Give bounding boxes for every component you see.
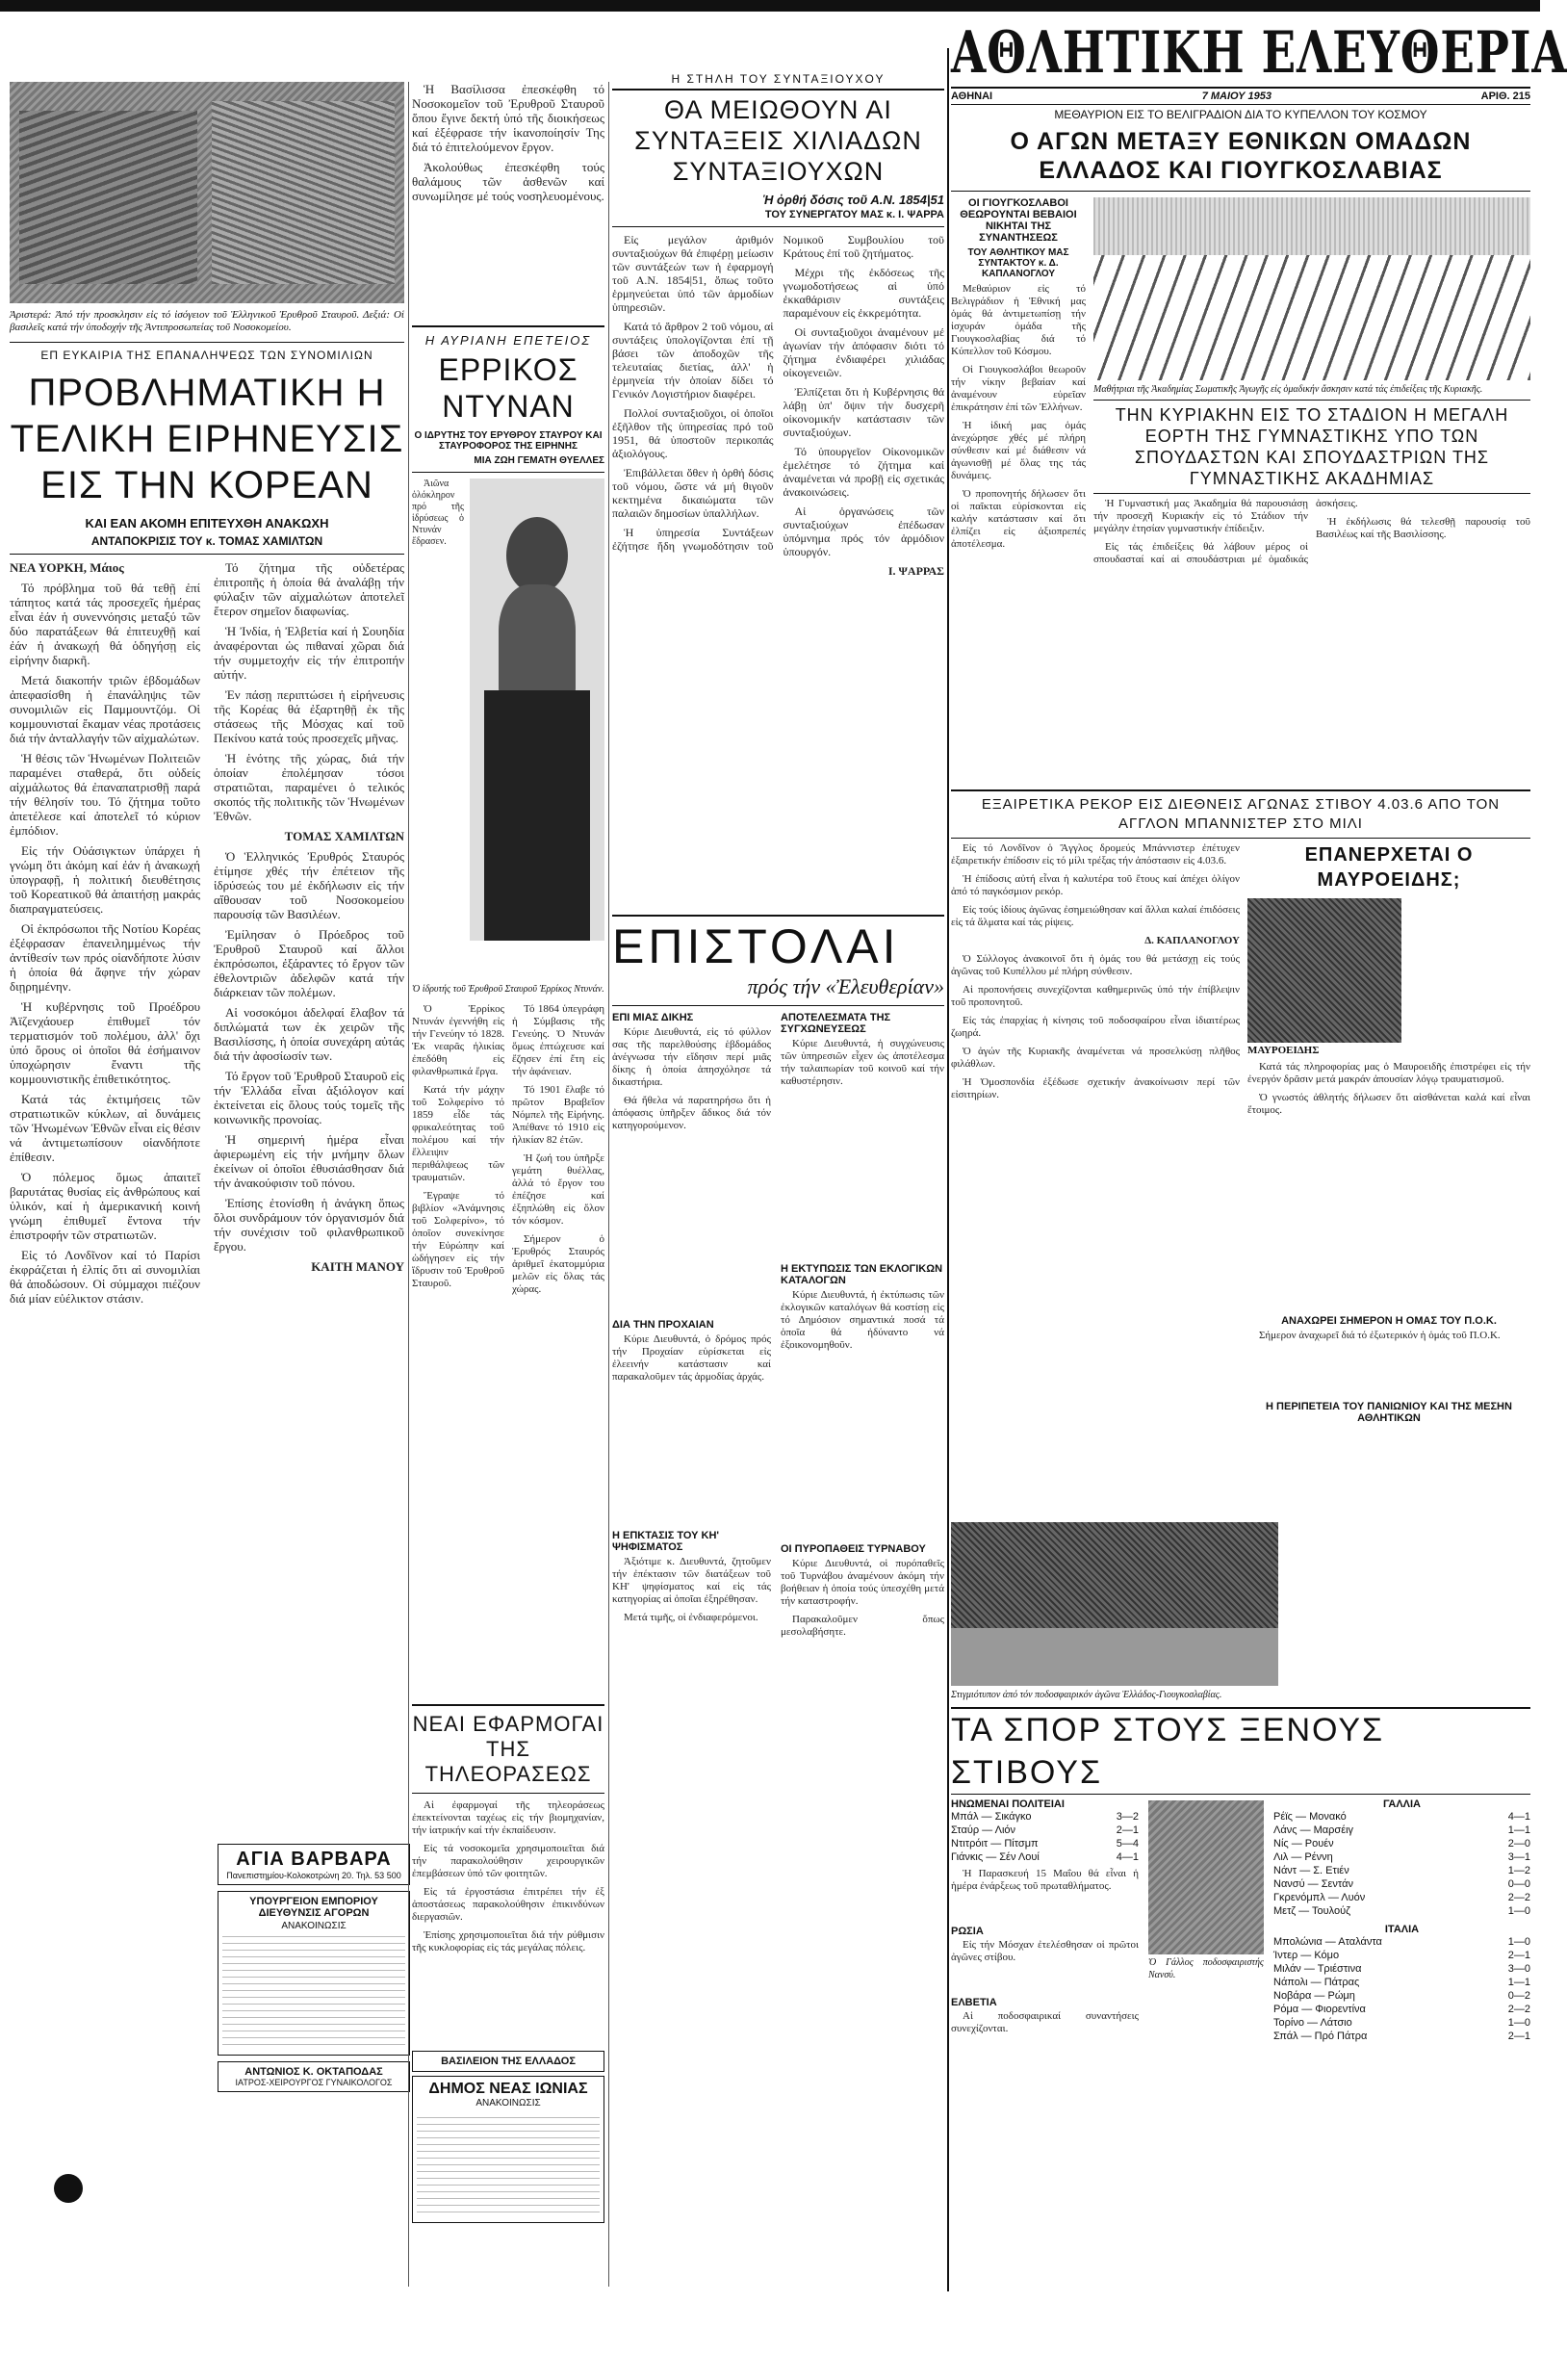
letter-heading: Η ΕΠΚΤΑΣΙΣ ΤΟΥ ΚΗ' ΨΗΦΙΣΜΑΤΟΣ (612, 1530, 720, 1553)
result-score: 4—1 (1116, 1851, 1139, 1863)
ad-subtitle: ΙΑΤΡΟΣ-ΧΕΙΡΟΥΡΓΟΣ ΓΥΝΑΙΚΟΛΟΓΟΣ (235, 2078, 393, 2087)
anaxoresis: ΑΝΑΧΩΡΕΙ ΣΗΜΕΡΟΝ Η ΟΜΑΣ ΤΟΥ Π.Ο.Κ. (1281, 1315, 1497, 1327)
letter-body: Κύριε Διευθυντά, ἡ συγχώνευσις τῶν ὑπηρεσιῶν εἶχεν ὡς ἀποτέλεσμα τήν ταλαιπωρίαν τοῦ κοινοῦ καί τήν καθυστέρησιν. (781, 1038, 944, 1087)
ad-subtitle: Πανεπιστημίου-Κολοκοτρώνη 20. Τηλ. 53 500 (226, 1871, 401, 1880)
result-teams: Μπολώνια — Αταλάντα (1273, 1936, 1382, 1948)
result-teams: Μιλάν — Τριέστινα (1273, 1963, 1362, 1975)
letter-heading: ΑΠΟΤΕΛΕΣΜΑΤΑ ΤΗΣ ΣΥΓΧΩΝΕΥΣΕΩΣ (781, 1012, 891, 1035)
result-teams: Μπάλ — Σικάγκο (951, 1811, 1032, 1823)
place: ΑΘΗΝΑΙ (951, 91, 993, 102)
tv-body: Αἱ ἐφαρμογαί τῆς τηλεοράσεως ἐπεκτείνονται ταχέως εἰς τήν βιομηχανίαν, τήν ἰατρικήν καί τήν ἐκπαίδευσιν. Εἰς τά νοσοκομεῖα χρησιμοποιεῖται διά τήν παρακολούθησιν χειρουργικῶν ἐπεμβάσεων ὑπό τῶν φοιτητῶν. Εἰς τά ἐργοστάσια ἐπιτρέπει τήν ἐξ ἀποστάσεως παρακολούθησιν ἐπικινδύνων διεργασιῶν. Ἐπίσης χρησιμοποιεῖται διά τήν ρύθμισιν τῆς κυκλοφορίας εἰς τάς μεγάλας πόλεις. (412, 1799, 604, 1953)
result-score: 0—2 (1507, 1990, 1530, 2002)
result-teams: Νανσύ — Σεντάν (1273, 1878, 1353, 1890)
us-body: Ἡ Παρασκευή 15 Μαΐου θά εἶναι ἡ ἡμέρα ἐνάρξεως τοῦ πρωταθλήματος. (951, 1868, 1139, 1892)
result-score: 1—0 (1507, 1905, 1530, 1917)
result-score: 3—0 (1507, 1963, 1530, 1975)
result-row (1273, 2016, 1530, 2030)
anaxoresis-body: Σήμερον ἀναχωρεῖ διά τό ἐξωτερικόν ἡ ὁμάς τοῦ Π.Ο.Κ. (1259, 1330, 1501, 1341)
result-row (1273, 1864, 1530, 1877)
result-row (1273, 1877, 1530, 1891)
letter-body: Ἀξιότιμε κ. Διευθυντά, ζητοῦμεν τήν ἐπέκτασιν τῶν διατάξεων τοῦ ΚΗ' ψηφίσματος καί εἰς τάς κατηγορίας αἱ ὁποῖαι ἐξηρέθησαν. Μετά τιμῆς, οἱ ἐνδιαφερόμενοι. (612, 1556, 771, 1623)
result-teams: Λιλ — Ρέννη (1273, 1851, 1333, 1863)
pension-body: Εἰς μεγάλον ἀριθμόν συνταξιούχων θά ἐπιφέρῃ μείωσιν τῶν συντάξεών των ἡ ἐφαρμογή τοῦ Α.Ν. 1854|51, ὅπως τοῦτο ἑρμηνεύεται ὑπό τῶν ἁρμοδίων ὑπηρεσιῶν. Κατά τό ἄρθρον 2 τοῦ νόμου, αἱ συντάξεις ὑπολογίζονται ἐπί τῇ βάσει τῶν ἀποδοχῶν τῆς τελευταίας διετίας, ἀλλ' ἡ ἑρμηνεία τήν ὁποίαν δίδει τό Γενικόν Λογιστήριον διαφέρει. Πολλοί συνταξιοῦχοι, οἱ ὁποῖοι ἐξῆλθον τῆς ὑπηρεσίας πρό τοῦ 1951, θά ὑποστοῦν περικοπάς ἀξιολόγους. Ἐπιβάλλεται ὅθεν ἡ ὀρθή δόσις τοῦ νόμου, ὥστε νά μή θιγοῦν κεκτημένα δικαιώματα τῶν παλαιῶν δημοσίων ὑπαλλήλων. Ἡ ὑπηρεσία Συντάξεων ἐζήτησε ἤδη γνωμοδότησιν τοῦ Νομικοῦ Συμβουλίου τοῦ Κράτους ἐπί τοῦ ζητήματος. Μέχρι τῆς ἐκδόσεως τῆς γνωμοδοτήσεως αἱ ὑπό ἐκκαθάρισιν συντάξεις παραμένουν εἰς ἐκκρεμότητα. Οἱ συνταξιοῦχοι ἀναμένουν μέ ἀγωνίαν τήν ἀπόφασιν διότι τό ζήτημα ἐνδιαφέρει χιλιάδας οἰκογενειῶν. Ἐλπίζεται ὅτι ἡ Κυβέρνησις θά λάβῃ ὑπ' ὄψιν τήν δυσχερῆ οἰκονομικήν κατάστασιν τῶν συνταξιούχων. Τό ὑπουργεῖον Οἰκονομικῶν ἐμελέτησε τό ζήτημα καί ἀναμένεται νά προβῇ εἰς σχετικάς ἀνακοινώσεις. Αἱ ὀργανώσεις τῶν συνταξιούχων ἐπέδωσαν ὑπόμνημα πρός τόν ἁρμόδιον ὑπουργόν. Ι. ΨΑΡΡΑΣ (612, 233, 944, 578)
ad-bank (412, 2051, 604, 2072)
letter-body: Κύριε Διευθυντά, ἡ ἐκτύπωσις τῶν ἐκλογικῶν καταλόγων θά κοστίσῃ εἰς τό Δημόσιον σημαντικά ποσά τά ὁποῖα θά ἠδύναντο νά ἐξοικονομηθοῦν. (781, 1289, 944, 1351)
result-score: 2—0 (1507, 1838, 1530, 1850)
sports-signature: Δ. ΚΑΠΛΑΝΟΓΛΟΥ (1144, 935, 1240, 946)
result-row (1273, 1810, 1530, 1824)
photo-gymnastics (1093, 197, 1530, 380)
ad-title: ΑΓΙΑ ΒΑΡΒΑΡΑ (236, 1849, 392, 1870)
mavro-headline: ΕΠΑΝΕΡΧΕΤΑΙ Ο ΜΑΥΡΟΕΙΔΗΣ; (1304, 844, 1474, 891)
result-row (1273, 1904, 1530, 1918)
foreign-headline: ΤΑ ΣΠΟΡ ΣΤΟΥΣ ΞΕΝΟΥΣ ΣΤΙΒΟΥΣ (951, 1712, 1385, 1791)
result-score: 1—1 (1507, 1824, 1530, 1836)
yugo-head: ΟΙ ΓΙΟΥΓΚΟΣΛΑΒΟΙ ΘΕΩΡΟΥΝΤΑΙ ΒΕΒΑΙΟΙ ΝΙΚΗΤΑΙ ΤΗΣ ΣΥΝΑΝΤΗΣΕΩΣ (960, 197, 1077, 244)
byline: ΤΟΥ ΣΥΝΕΡΓΑΤΟΥ ΜΑΣ κ. Ι. ΨΑΡΡΑ (764, 209, 944, 220)
result-teams: Ντιτρόιτ — Πίτσμπ (951, 1838, 1039, 1850)
pensioners-article (612, 72, 944, 2296)
result-teams: Σταύρ — Λιόν (951, 1824, 1016, 1836)
result-teams: Νάπολι — Πάτρας (1273, 1977, 1360, 1988)
ad-subtitle: ΑΝΑΚΟΙΝΩΣΙΣ (475, 2098, 541, 2108)
photo-match (951, 1522, 1278, 1686)
result-score: 2—1 (1116, 1824, 1139, 1836)
article-body: ΝΕΑ ΥΟΡΚΗ, Μάιος Τό πρόβλημα τοῦ θά τεθῇ ἐπί τάπητος κατά τάς προσεχεῖς ἡμέρας εἶναι ἐάν ἡ συνεννόησις μεταξύ τῶν δύο παρατάξεων θά ἐπιτευχθῇ καί ἐάν ἡ ἀνακωχή θά ὁδηγήσῃ εἰς εἰρήνην διαρκῆ. Μετά διακοπήν τριῶν ἑβδομάδων ἀπεφασίσθη ἡ ἐπανάληψις τῶν συνομιλιῶν εἰς Παμμουντζόμ. Οἱ κομμουνισταί ἔκαμαν νέας προτάσεις διά τήν ἀνταλλαγήν τῶν αἰχμαλώτων. Ἡ θέσις τῶν Ἡνωμένων Πολιτειῶν παραμένει σταθερά, ὅτι οὐδείς αἰχμάλωτος θά ἐπαναπατρισθῇ παρά τήν θέλησίν του. Τό ζήτημα τοῦτο ἀπετέλεσε καί ἀποτελεῖ τό κύριον ἐμπόδιον. Εἰς τήν Οὐάσιγκτων ὑπάρχει ἡ γνώμη ὅτι ἀκόμη καί ἐάν ἡ ἀνακωχή ὑπογραφῇ, ἡ πολιτική διευθέτησις τοῦ Κορεατικοῦ θά ἀπαιτήσῃ μακράς διαπραγματεύσεις. Οἱ ἐκπρόσωποι τῆς Νοτίου Κορέας ἐξέφρασαν ἐπανειλημμένως τήν ἀντίθεσίν των πρός οἱανδήποτε λύσιν ἡ ὁποία θά ἄφηνε τήν χώραν διῃρημένην. Ἡ κυβέρνησις τοῦ Προέδρου Ἀϊζενχάουερ ἐπιθυμεῖ τόν τερματισμόν τοῦ πολέμου, ἀλλ' ὄχι ὑπό ὅρους οἱ ὁποῖοι θά ἐσήμαινον ὑποχώρησιν ἔναντι τῆς κομμουνιστικῆς ἐπιθετικότητος. Κατά τάς ἐκτιμήσεις τῶν στρατιωτικῶν κύκλων, αἱ δυνάμεις τῶν Ἡνωμένων Ἐθνῶν εἶναι εἰς θέσιν νά ἀντιμετωπίσουν οἱανδήποτε ἐπίθεσιν. Ὁ πόλεμος ὅμως ἀπαιτεῖ βαρυτάτας θυσίας εἰς ἀνθρώπους καί ὑλικόν, καί ἡ ἀμερικανική κοινή γνώμη ἐπιθυμεῖ ἔντονα τήν ἐπιστροφήν τῶν στρατιωτῶν. Εἰς τό Λονδῖνον καί τό Παρίσι ἐκφράζεται ἡ ἐλπίς ὅτι αἱ συνομιλίαι θά ἀποδώσουν. Οἱ σύμμαχοι πιέζουν διά μίαν εὐέλικτον στάσιν. Τό ζήτημα τῆς οὐδετέρας ἐπιτροπῆς ἡ ὁποία θά ἀναλάβῃ τήν φύλαξιν τῶν αἰχμαλώτων ἀποτελεῖ ἕτερον σημεῖον διαφωνίας. Ἡ Ἰνδία, ἡ Ἐλβετία καί ἡ Σουηδία ἀναφέρονται ὡς πιθαναί χῶραι διά τήν συμμετοχήν εἰς τήν ἐπιτροπήν αὐτήν. Ἐν πάσῃ περιπτώσει ἡ εἰρήνευσις τῆς Κορέας θά ἐξαρτηθῇ ἐκ τῆς στάσεως τῆς Μόσχας καί τοῦ Πεκίνου κατά τούς προσεχεῖς μῆνας. Ἡ ἑνότης τῆς χώρας, διά τήν ὁποίαν ἐπολέμησαν τόσοι στρατιῶται, παραμένει ὁ τελικός σκοπός τῆς πολιτικῆς τῶν Ἡνωμένων Ἐθνῶν. ΤΟΜΑΣ ΧΑΜΙΛΤΩΝ Ὁ Ἑλληνικός Ἐρυθρός Σταυρός ἐτίμησε χθές τήν ἐπέτειον τῆς ἱδρύσεώς του μέ ἐκδήλωσιν εἰς τήν αἴθουσαν τοῦ Νοσοκομείου παρουσίᾳ τῶν Βασιλέων. Ἐμίλησαν ὁ Πρόεδρος τοῦ Ἐρυθροῦ Σταυροῦ καί ἄλλοι ἐκπρόσωποι, ἐξάραντες τό ἔργον τῶν ἐθελοντριῶν ἀδελφῶν κατά τήν διάρκειαν τῶν πολέμων. Αἱ νοσοκόμοι ἀδελφαί ἔλαβον τά διπλώματά των ἐκ χειρῶν τῆς Βασιλίσσης, ἡ ὁποία συνεχάρη αὐτάς διά τήν ἀφοσίωσίν των. Τό ἔργον τοῦ Ἐρυθροῦ Σταυροῦ εἰς τήν Ἑλλάδα εἶναι ἀξιόλογον καί ἐκτείνεται εἰς ὅλους τούς τομεῖς τῆς κοινωνικῆς προνοίας. Ἡ σημερινή ἡμέρα εἶναι ἀφιερωμένη εἰς τήν μνήμην ὅλων ἐκείνων οἱ ὁποῖοι ἐθυσιάσθησαν διά τήν ἀνακούφισιν τοῦ πόνου. Ἐπίσης ἐτονίσθη ἡ ἀνάγκη ὅπως ὅλοι συνδράμουν τόν ὀργανισμόν διά τήν συνέχισιν τοῦ φιλανθρωπικοῦ ἔργου. ΚΑΙΤΗ ΜΑΝΟΥ (10, 560, 404, 1306)
letters-subhead: πρός τήν «Ἐλευθερίαν» (747, 974, 944, 998)
result-score: 2—2 (1507, 1892, 1530, 1903)
result-teams: Γκρενόμπλ — Λυόν (1273, 1892, 1366, 1903)
portrait-caption: Ὁ ἱδρυτής τοῦ Ἐρυθροῦ Σταυροῦ Ἐρρίκος Ντυνάν. (412, 984, 604, 995)
subhead-2: ΜΙΑ ΖΩΗ ΓΕΜΑΤΗ ΘΥΕΛΛΕΣ (474, 455, 604, 466)
gym-headline: ΤΗΝ ΚΥΡΙΑΚΗΝ ΕΙΣ ΤΟ ΣΤΑΔΙΟΝ Η ΜΕΓΑΛΗ ΕΟΡΤΗ ΤΗΣ ΓΥΜΝΑΣΤΙΚΗΣ ΥΠΟ ΤΩΝ ΣΠΟΥΔΑΣΤΩΝ ΚΑΙ ΣΠΟΥΔΑΣΤΡΙΩΝ ΤΗΣ ΓΥΜΝΑΣΤΙΚΗΣ ΑΚΑΔΗΜΙΑΣ (1115, 405, 1509, 488)
result-teams: Νοβάρα — Ρώμη (1273, 1990, 1355, 2002)
mavro-photo (1247, 898, 1401, 1043)
result-score: 2—1 (1507, 1950, 1530, 1961)
result-score: 0—0 (1507, 1878, 1530, 1890)
letter-heading: ΟΙ ΠΥΡΟΠΑΘΕΙΣ ΤΥΡΝΑΒΟΥ (781, 1543, 926, 1555)
us-results (951, 1810, 1139, 1864)
result-teams: Γιάνκις — Σέν Λουί (951, 1851, 1040, 1863)
subhead: Ο ΙΔΡΥΤΗΣ ΤΟΥ ΕΡΥΘΡΟΥ ΣΤΑΥΡΟΥ ΚΑΙ ΣΤΑΥΡΟΦΟΡΟΣ ΤΗΣ ΕΙΡΗΝΗΣ (414, 430, 603, 452)
top-border (0, 0, 1540, 12)
result-teams: Τορίνο — Λάτσιο (1273, 2017, 1352, 2029)
column-rule (947, 48, 949, 2291)
ad-doctor (218, 2061, 410, 2092)
gym-caption: Μαθήτριαι τῆς Ἀκαδημίας Σωματικῆς Ἀγωγῆς εἰς ὁμαδικήν ἄσκησιν κατά τάς ἐπιδείξεις τῆς Κυριακῆς. (1093, 384, 1483, 395)
headline: ΠΡΟΒΛΗΜΑΤΙΚΗ Η ΤΕΛΙΚΗ ΕΙΡΗΝΕΥΣΙΣ ΕΙΣ ΤΗΝ ΚΟΡΕΑΝ (10, 372, 404, 506)
byline: ΑΝΤΑΠΟΚΡΙΣΙΣ ΤΟΥ κ. ΤΟΜΑΣ ΧΑΜΙΛΤΩΝ (90, 534, 323, 548)
kicker: Η ΣΤΗΛΗ ΤΟΥ ΣΥΝΤΑΞΙΟΥΧΟΥ (671, 72, 886, 86)
result-row (1273, 1976, 1530, 1989)
result-row (951, 1824, 1139, 1837)
ads-municipal (412, 2051, 604, 2223)
banner-kicker: ΜΕΘΑΥΡΙΟΝ ΕΙΣ ΤΟ ΒΕΛΙΓΡΑΔΙΟΝ ΔΙΑ ΤΟ ΚΥΠΕΛΛΟΝ ΤΟΥ ΚΟΣΜΟΥ (1054, 108, 1427, 121)
result-score: 1—2 (1507, 1865, 1530, 1876)
dunant-body: Ὁ Ἐρρίκος Ντυνάν ἐγεννήθη εἰς τήν Γενεύην τό 1828. Ἐκ νεαρᾶς ἡλικίας ἐπεδόθη εἰς φιλανθρωπικά ἔργα. Κατά τήν μάχην τοῦ Σολφερίνο τό 1859 εἶδε τάς φρικαλεότητας τοῦ πολέμου καί τήν ἔλλειψιν περιθάλψεως τῶν τραυματιῶν. Ἔγραψε τό βιβλίον «Ἀνάμνησις τοῦ Σολφερίνο», τό ὁποῖον συνεκίνησε τήν Εὐρώπην καί ὡδήγησεν εἰς τήν ἵδρυσιν τοῦ Ἐρυθροῦ Σταυροῦ. Τό 1864 ὑπεγράφη ἡ Σύμβασις τῆς Γενεύης. Ὁ Ντυνάν ὅμως ἐπτώχευσε καί ἔζησεν ἐπί ἔτη εἰς τήν ἀφάνειαν. Τό 1901 ἔλαβε τό πρῶτον Βραβεῖον Νόμπελ τῆς Εἰρήνης. Ἀπέθανε τό 1910 εἰς ἡλικίαν 82 ἐτῶν. Ἡ ζωή του ὑπῆρξε γεμάτη θυέλλας, ἀλλά τό ἔργον του ἐπέζησε καί ἐξηπλώθη εἰς ὅλον τόν κόσμον. Σήμερον ὁ Ἐρυθρός Σταυρός ἀριθμεῖ ἑκατομμύρια μελῶν εἰς ὅλας τάς χώρας. (412, 1003, 604, 1295)
mavro-caption: ΜΑΥΡΟΕΙΔΗΣ (1247, 1045, 1320, 1056)
letter-heading: Η ΕΚΤΥΠΩΣΙΣ ΤΩΝ ΕΚΛΟΓΙΚΩΝ ΚΑΤΑΛΟΓΩΝ (781, 1263, 943, 1286)
ad-ministry (218, 1891, 410, 2056)
ad-subtitle: ΑΝΑΚΟΙΝΩΣΙΣ (281, 1921, 347, 1931)
ads-block (218, 1844, 410, 2229)
ad-title: ΑΝΤΩΝΙΟΣ Κ. ΟΚΤΑΠΟΔΑΣ (244, 2066, 383, 2078)
result-score: 4—1 (1507, 1811, 1530, 1823)
ad-municipality (412, 2076, 604, 2223)
letter-body: Κύριε Διευθυντά, ὁ δρόμος πρός τήν Προχαίαν εὑρίσκεται εἰς ἐλεεινήν κατάστασιν καί παρακαλοῦμεν τάς ἁρμοδίας ἀρχάς. (612, 1333, 771, 1383)
punch-hole (54, 2174, 83, 2203)
issue-number: ΑΡΙΘ. 215 (1480, 91, 1530, 102)
result-teams: Λάνς — Μαρσέιγ (1273, 1824, 1354, 1836)
letters-headline: ΕΠΙΣΤΟΛΑΙ (612, 919, 900, 973)
author-signature: ΚΑΙΤΗ ΜΑΝΟΥ (311, 1259, 404, 1274)
result-score: 3—1 (1507, 1851, 1530, 1863)
result-teams: Νίς — Ρουέν (1273, 1838, 1334, 1850)
switzerland-body: Αἱ ποδοσφαιρικαί συναντήσεις συνεχίζονται. (951, 2010, 1139, 2034)
dunant-article (412, 82, 604, 2296)
result-row (1273, 1824, 1530, 1837)
signature: Ι. ΨΑΡΡΑΣ (887, 564, 944, 578)
russia-body: Εἰς τήν Μόσχαν ἐτελέσθησαν οἱ πρῶτοι ἀγῶνες στίβου. (951, 1939, 1139, 1963)
result-teams: Ίντερ — Κόμο (1273, 1950, 1340, 1961)
result-teams: Ρέϊς — Μονακό (1273, 1811, 1347, 1823)
yugo-byline: ΤΟΥ ΑΘΛΗΤΙΚΟΥ ΜΑΣ ΣΥΝΤΑΚΤΟΥ κ. Δ. ΚΑΠΛΑΝΟΓΛΟΥ (967, 247, 1069, 279)
letter-body: Κύριε Διευθυντά, εἰς τό φύλλον σας τῆς παρελθούσης ἑβδομάδος ἀνέγνωσα τήν εἴδησιν περί μιᾶς δίκης ἡ ὁποία ἀπησχόλησε τά δικαστήρια. Θά ἤθελα νά παρατηρήσω ὅτι ἡ ἀπόφασις ὑπῆρξεν ἄδικος διά τόν κατηγορούμενον. (612, 1026, 771, 1131)
france-heading: ΓΑΛΛΙΑ (1382, 1798, 1422, 1810)
record-body: Εἰς τό Λονδῖνον ὁ Ἄγγλος δρομεύς Μπάννιστερ ἐπέτυχεν ἐξαιρετικήν ἐπίδοσιν εἰς τό μίλι τρέξας τήν ἀπόστασιν εἰς 4.03.6. Ἡ ἐπίδοσις αὐτή εἶναι ἡ καλυτέρα τοῦ ἔτους καί ἀπέχει ὀλίγον ἀπό τό παγκόσμιον ρεκόρ. Εἰς τούς ἰδίους ἀγῶνας ἐσημειώθησαν καί ἄλλαι καλαί ἐπιδόσεις εἰς τά ἅλματα καί τάς ρίψεις. Δ. ΚΑΠΛΑΝΟΓΛΟΥ Ὁ Σύλλογος ἀνακοινοῖ ὅτι ἡ ὁμάς του θά μετάσχῃ εἰς τούς ἀγῶνας τοῦ Κυπέλλου μέ πλήρη σύνθεσιν. Αἱ προπονήσεις συνεχίζονται καθημερινῶς ὑπό τήν ἐπίβλεψιν τοῦ προπονητοῦ. Εἰς τάς ἐπαρχίας ἡ κίνησις τοῦ ποδοσφαίρου εἶναι ἰδιαιτέρως ζωηρά. Ὁ ἀγών τῆς Κυριακῆς ἀναμένεται νά προσελκύσῃ πλῆθος φιλάθλων. Ἡ Ὁμοσπονδία ἐξέδωσε σχετικήν ἀνακοίνωσιν περί τῶν εἰσιτηρίων. (951, 842, 1240, 1100)
switzerland-heading: ΕΛΒΕΤΙΑ (951, 1997, 997, 2008)
dateline-bar (951, 89, 1530, 104)
result-score: 1—0 (1507, 2017, 1530, 2029)
subhead: ΚΑΙ ΕΑΝ ΑΚΟΜΗ ΕΠΙΤΕΥΧΘΗ ΑΝΑΚΩΧΗ (85, 516, 329, 530)
date: 7 ΜΑΙΟΥ 1953 (1201, 91, 1272, 102)
record-headline: ΕΞΑΙΡΕΤΙΚΑ ΡΕΚΟΡ ΕΙΣ ΔΙΕΘΝΕΙΣ ΑΓΩΝΑΣ ΣΤΙΒΟΥ 4.03.6 ΑΠΟ ΤΟΝ ΑΓΓΛΟΝ ΜΠΑΝΝΙΣΤΕΡ ΣΤΟ ΜΙΛΙ (981, 796, 1501, 832)
column-rule (608, 82, 609, 2287)
old-player-photo (1148, 1800, 1264, 1954)
result-score: 5—4 (1116, 1838, 1139, 1850)
kicker: Η ΑΥΡΙΑΝΗ ΕΠΕΤΕΙΟΣ (424, 333, 592, 348)
gym-body: Ἡ Γυμναστική μας Ἀκαδημία θά παρουσιάσῃ τήν προσεχῆ Κυριακήν εἰς τό Στάδιον τήν μεγάλην ἐτησίαν γυμναστικήν ἐπίδειξιν. Εἰς τάς ἐπιδείξεις θά λάβουν μέρος οἱ σπουδασταί καί αἱ σπουδάστριαι μέ ὁμαδικάς ἀσκήσεις. Ἡ ἐκδήλωσις θά τελεσθῇ παρουσίᾳ τοῦ Βασιλέως καί τῆς Βασιλίσσης. (1093, 498, 1530, 565)
ad-agia-varvara (218, 1844, 410, 1885)
result-teams: Σπάλ — Πρό Πάτρα (1273, 2031, 1368, 2042)
result-row (1273, 1891, 1530, 1904)
result-score: 2—2 (1507, 2004, 1530, 2015)
letter-body: Κύριε Διευθυντά, οἱ πυρόπαθεῖς τοῦ Τυρνάβου ἀναμένουν ἀκόμη τήν βοήθειαν ἡ ὁποία τούς ὑπεσχέθη μετά τήν καταστροφήν. Παρακαλοῦμεν ὅπως μεσολαβήσητε. (781, 1558, 944, 1638)
subhead: Ἡ ὀρθή δόσις τοῦ Α.Ν. 1854|51 (762, 193, 944, 207)
result-score: 1—0 (1507, 1936, 1530, 1948)
russia-heading: ΡΩΣΙΑ (951, 1926, 984, 1937)
us-heading: ΗΝΩΜΕΝΑΙ ΠΟΛΙΤΕΙΑΙ (951, 1798, 1065, 1810)
letter-heading: ΔΙΑ ΤΗΝ ΠΡΟΧΑΙΑΝ (612, 1319, 714, 1331)
tv-headline: ΝΕΑΙ ΕΦΑΡΜΟΓΑΙ ΤΗΣ ΤΗΛΕΟΡΑΣΕΩΣ (412, 1712, 604, 1786)
ad-title: ΒΑΣΙΛΕΙΟΝ ΤΗΣ ΕΛΛΑΔΟΣ (441, 2056, 576, 2067)
ad-title: ΥΠΟΥΡΓΕΙΟΝ ΕΜΠΟΡΙΟΥ ΔΙΕΥΘΥΝΣΙΣ ΑΓΟΡΩΝ (249, 1896, 378, 1919)
result-teams: Νάντ — Σ. Ετιέν (1273, 1865, 1349, 1876)
ad-title: ΔΗΜΟΣ ΝΕΑΣ ΙΩΝΙΑΣ (428, 2081, 588, 2097)
italy-heading: ΙΤΑΛΙΑ (1384, 1924, 1420, 1935)
result-row (951, 1837, 1139, 1850)
sports-section (951, 19, 1567, 2291)
peripeteia: Η ΠΕΡΙΠΕΤΕΙΑ ΤΟΥ ΠΑΝΙΩΝΙΟΥ ΚΑΙ ΤΗΣ ΜΕΣΗΝ ΑΘΛΗΤΙΚΩΝ (1266, 1401, 1512, 1424)
result-row (1273, 2003, 1530, 2016)
masthead: ΑΘΛΗΤΙΚΗ ΕΛΕΥΘΕΡΙΑ (951, 19, 1567, 87)
italy-results (1273, 1935, 1530, 2043)
signature: ΤΟΜΑΣ ΧΑΜΙΛΤΩΝ (284, 829, 404, 843)
kicker: ΕΠ ΕΥΚΑΙΡΙΑ ΤΗΣ ΕΠΑΝΑΛΗΨΕΩΣ ΤΩΝ ΣΥΝΟΜΙΛΙΩΝ (40, 349, 373, 362)
column-rule (408, 82, 409, 2287)
headline: ΘΑ ΜΕΙΩΘΟΥΝ ΑΙ ΣΥΝΤΑΞΕΙΣ ΧΙΛΙΑΔΩΝ ΣΥΝΤΑΞΙΟΥΧΩΝ (634, 95, 922, 186)
result-row (951, 1850, 1139, 1864)
mavro-body: Κατά τάς πληροφορίας μας ὁ Μαυροειδῆς ἐπιστρέφει εἰς τήν ἐνεργόν δρᾶσιν μετά μακράν ἀπουσίαν λόγῳ τραυματισμοῦ. Ὁ γνωστός ἀθλητής δήλωσεν ὅτι αἰσθάνεται καλά καί εἶναι ἕτοιμος. (1247, 1061, 1530, 1116)
result-row (1273, 1935, 1530, 1949)
photo-caption: Ἀριστερά: Ἀπό τήν προσκλησιν εἰς τό ἰσόγειον τοῦ Ἑλληνικοῦ Ἐρυθροῦ Σταυροῦ. Δεξιά: Οἱ βασιλεῖς κατά τήν ὑποδοχήν τῆς Ἀντιπροσωπείας τοῦ Νοσοκομείου. (10, 309, 404, 333)
dunant-intro: Ἡ Βασίλισσα ἐπεσκέφθη τό Νοσοκομεῖον τοῦ Ἐρυθροῦ Σταυροῦ ὅπου ἔγινε δεκτή ὑπό τῆς διοικήσεως καί ἐξέφρασε τήν ἱκανοποίησίν Της διά τό ἐπιτελούμενον ἔργον. Ἀκολούθως ἐπεσκέφθη τούς θαλάμους τῶν ἀσθενῶν καί συνωμίλησε μέ τούς νοσηλευομένους. (412, 82, 604, 203)
letter-heading: ΕΠΙ ΜΙΑΣ ΔΙΚΗΣ (612, 1012, 694, 1023)
result-row (1273, 1850, 1530, 1864)
dunant-side-text: Ἀιῶνα ὁλόκληρον πρό τῆς ἱδρύσεως ὁ Ντυνάν ἔδρασεν. (412, 479, 464, 547)
banner-headline: Ο ΑΓΩΝ ΜΕΤΑΞΥ ΕΘΝΙΚΩΝ ΟΜΑΔΩΝ ΕΛΛΑΔΟΣ ΚΑΙ ΓΙΟΥΓΚΟΣΛΑΒΙΑΣ (1010, 128, 1472, 184)
result-row (1273, 2030, 1530, 2043)
photo-reception (10, 82, 404, 303)
result-row (951, 1810, 1139, 1824)
result-row (1273, 1949, 1530, 1962)
result-row (1273, 1962, 1530, 1976)
result-score: 2—1 (1507, 2031, 1530, 2042)
dateline: ΝΕΑ ΥΟΡΚΗ, Μάιος (10, 560, 124, 575)
dunant-portrait (470, 479, 604, 941)
yugo-body: Μεθαύριον εἰς τό Βελιγράδιον ἡ Ἐθνική μας ὁμάς θά ἀντιμετωπίσῃ τήν ἰσχυράν ὁμάδα τῆς Γιουγκοσλαβίας διά τό Κύπελλον τοῦ Κόσμου. Οἱ Γιουγκοσλάβοι θεωροῦν τήν νίκην βεβαίαν καί ἀναμένουν εὐρεῖαν ἐπικράτησιν ἐπί τῶν Ἑλλήνων. Ἡ ἰδική μας ὁμάς ἀνεχώρησε χθές μέ πλήρη σύνθεσιν καί μέ διάθεσιν νά ἀγωνισθῇ μέ ὅλας της τάς δυνάμεις. Ὁ προπονητής δήλωσεν ὅτι οἱ παῖκται εὑρίσκονται εἰς καλήν κατάστασιν καί ὅτι ἐλπίζει εἰς ἀξιοπρεπές ἀποτέλεσμα. (951, 283, 1086, 550)
result-teams: Μετζ — Τουλούζ (1273, 1905, 1350, 1917)
result-row (1273, 1989, 1530, 2003)
old-player-caption: Ὁ Γάλλος ποδοσφαιριστής Νανσύ. (1148, 1957, 1264, 1980)
result-teams: Ρόμα — Φιορεντίνα (1273, 2004, 1366, 2015)
match-caption: Στιγμιότυπον ἀπό τόν ποδοσφαιρικόν ἀγῶνα Ἑλλάδος-Γιουγκοσλαβίας. (951, 1690, 1222, 1700)
headline: ΕΡΡΙΚΟΣ ΝΤΥΝΑΝ (438, 352, 578, 424)
result-row (1273, 1837, 1530, 1850)
france-results (1273, 1810, 1530, 1918)
result-score: 3—2 (1116, 1811, 1139, 1823)
result-score: 1—1 (1507, 1977, 1530, 1988)
